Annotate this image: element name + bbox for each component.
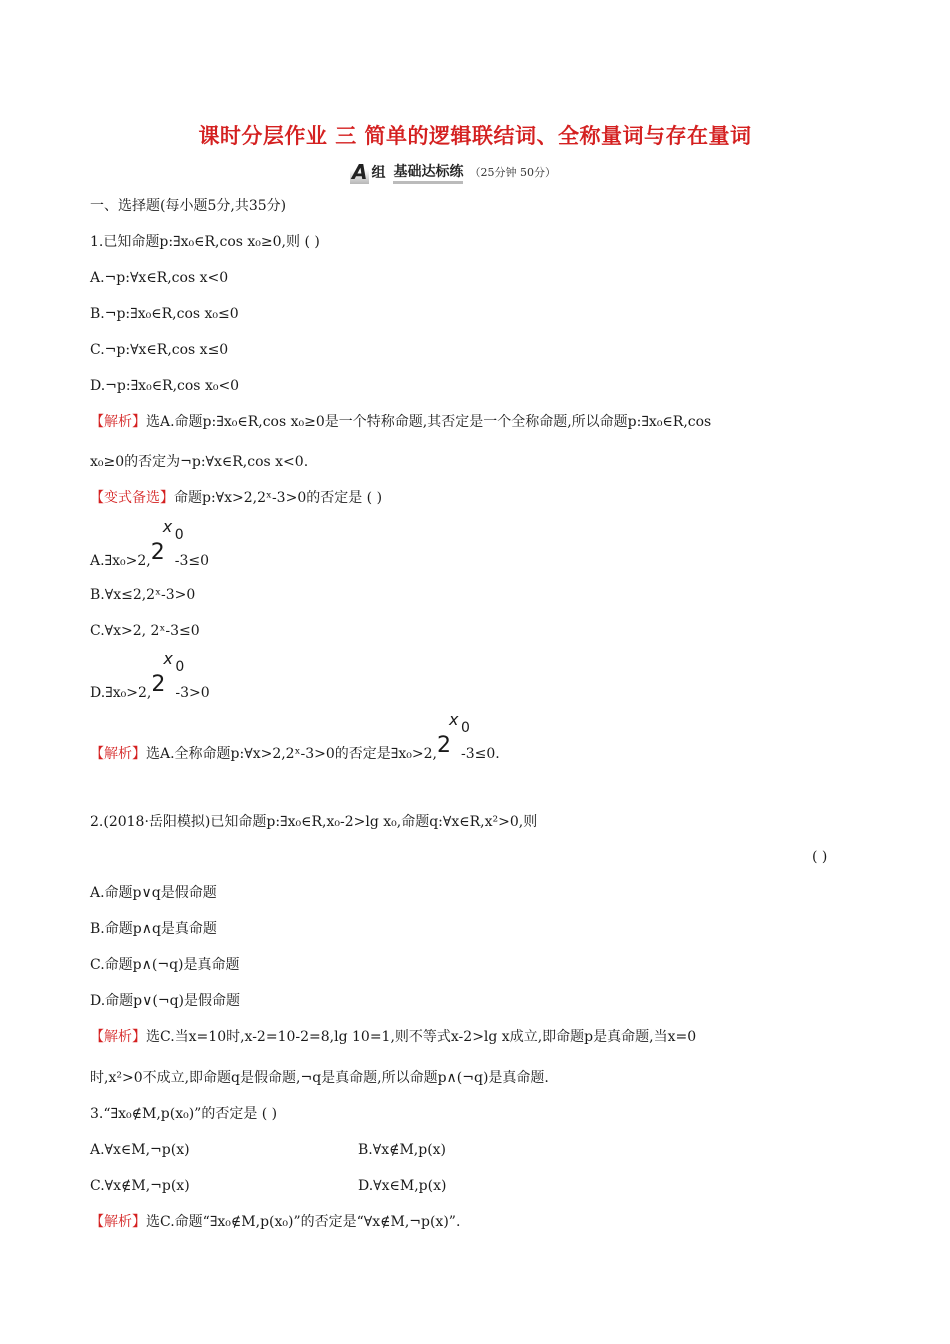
q2-analysis-cont: 时,x²>0不成立,即命题q是假命题,¬q是真命题,所以命题p∧(¬q)是真命题. <box>90 1070 549 1086</box>
power-expression <box>150 517 184 571</box>
exp-sub: 0 <box>174 527 184 543</box>
group-label: 组 <box>371 165 386 181</box>
q1-analysis-text: 选A.命题p:∃x₀∈R,cos x₀≥0是一个特称命题,其否定是一个全称命题,所以命题p:∃x₀∈R,cos <box>146 414 712 430</box>
exp-sub: 0 <box>460 720 470 736</box>
variant-analysis-text: 选A.全称命题p:∀x>2,2ˣ-3>0的否定是∃x₀>2, <box>146 746 437 762</box>
power-expression <box>436 710 470 764</box>
variant-d-suffix: -3>0 <box>175 685 210 701</box>
exp-base: 2 <box>150 540 165 565</box>
q1-option-c: C.¬p:∀x∈R,cos x≤0 <box>90 342 229 358</box>
q1-stem: 1.已知命题p:∃x₀∈R,cos x₀≥0,则 ( ) <box>90 234 320 250</box>
q1-option-b: B.¬p:∃x₀∈R,cos x₀≤0 <box>90 306 239 322</box>
q2-analysis-text: 选C.当x=10时,x-2=10-2=8,lg 10=1,则不等式x-2>lg x成立,即命题p是真命题,当x=0 <box>146 1029 697 1045</box>
variant-a-suffix: -3≤0 <box>174 553 210 569</box>
q3-stem: 3.“∃x₀∉M,p(x₀)”的否定是 ( ) <box>90 1106 278 1122</box>
variant-option-a <box>90 517 210 571</box>
variant-d-prefix: D.∃x₀>2, <box>90 685 152 701</box>
variant-analysis <box>90 710 500 764</box>
q3-analysis <box>90 1212 460 1232</box>
analysis-tag: 【解析】 <box>90 1029 146 1045</box>
q3-option-b: B.∀x∉M,p(x) <box>358 1142 447 1158</box>
q1-analysis-cont: x₀≥0的否定为¬p:∀x∈R,cos x<0. <box>90 454 309 470</box>
q2-analysis <box>90 1027 696 1047</box>
variant-tag: 【变式备选】 <box>90 490 174 506</box>
q2-answer-paren: ( ) <box>812 849 828 865</box>
exp-x: x <box>448 710 459 729</box>
q2-option-a: A.命题p∨q是假命题 <box>90 885 217 901</box>
q2-option-c: C.命题p∧(¬q)是真命题 <box>90 957 240 973</box>
analysis-tag: 【解析】 <box>90 1214 146 1230</box>
section-heading: 一、选择题(每小题5分,共35分) <box>90 198 287 214</box>
exp-base: 2 <box>151 672 166 697</box>
q3-option-c: C.∀x∉M,¬p(x) <box>90 1178 190 1194</box>
exp-x: x <box>163 649 173 668</box>
q2-stem: 2.(2018·岳阳模拟)已知命题p:∃x₀∈R,x₀-2>lg x₀,命题q:∀x∈R,x²>0,则 <box>90 814 538 830</box>
exp-x: x <box>162 517 173 536</box>
q2-option-b: B.命题p∧q是真命题 <box>90 921 217 937</box>
exp-base: 2 <box>436 733 451 758</box>
q1-analysis <box>90 412 711 432</box>
q1-option-a: A.¬p:∀x∈R,cos x<0 <box>90 270 229 286</box>
variant-analysis-suffix: -3≤0. <box>460 746 500 762</box>
variant-stem <box>90 488 382 508</box>
group-text: 基础达标练 <box>393 161 463 184</box>
q3-analysis-text: 选C.命题“∃x₀∉M,p(x₀)”的否定是“∀x∉M,¬p(x)”. <box>146 1214 461 1230</box>
exp-sub: 0 <box>175 659 185 675</box>
variant-a-prefix: A.∃x₀>2, <box>90 553 151 569</box>
page-title: 课时分层作业 三 简单的逻辑联结词、全称量词与存在量词 <box>198 124 752 148</box>
q3-option-d: D.∀x∈M,p(x) <box>358 1178 447 1194</box>
q3-option-a: A.∀x∈M,¬p(x) <box>90 1142 190 1158</box>
group-heading <box>350 158 556 186</box>
group-badge: A <box>352 160 368 184</box>
power-expression <box>151 649 185 703</box>
variant-stem-text: 命题p:∀x>2,2ˣ-3>0的否定是 ( ) <box>174 490 383 506</box>
analysis-tag: 【解析】 <box>90 414 146 430</box>
group-time: （25分钟 50分） <box>469 166 556 179</box>
analysis-tag: 【解析】 <box>90 746 146 762</box>
variant-option-c: C.∀x>2, 2ˣ-3≤0 <box>90 623 200 639</box>
variant-option-b: B.∀x≤2,2ˣ-3>0 <box>90 587 196 603</box>
variant-option-d <box>90 649 210 703</box>
q2-option-d: D.命题p∨(¬q)是假命题 <box>90 993 241 1009</box>
q1-option-d: D.¬p:∃x₀∈R,cos x₀<0 <box>90 378 240 394</box>
